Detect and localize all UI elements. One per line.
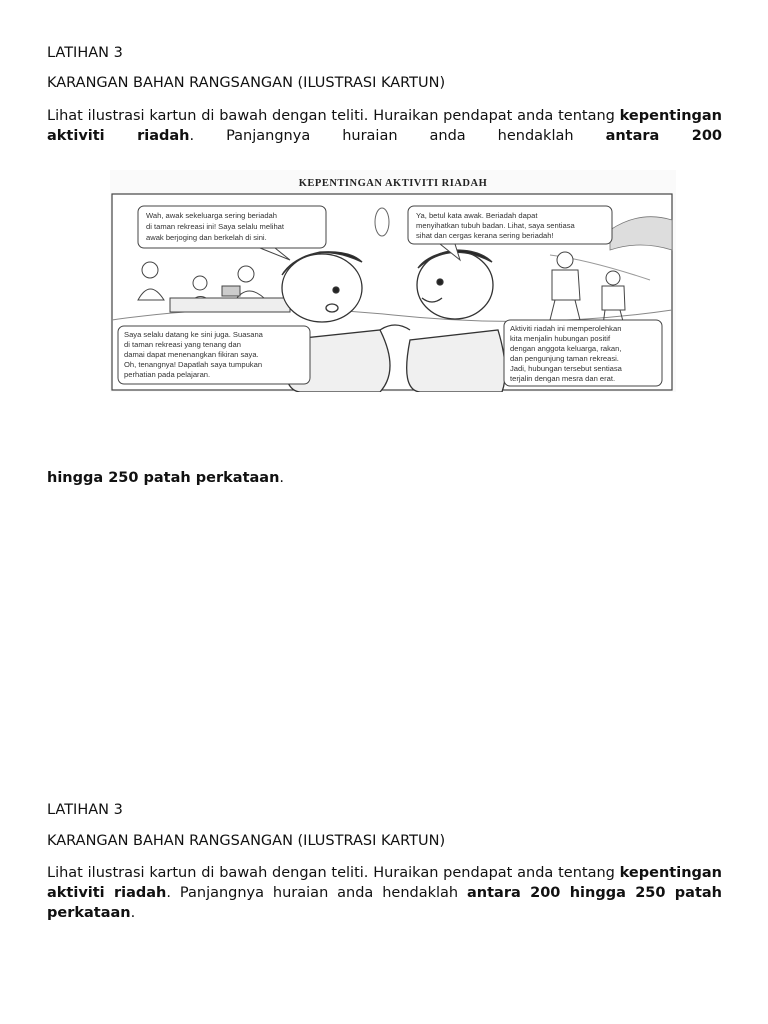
- instruction-word-range: antara 200: [605, 128, 723, 144]
- cartoon-title: KEPENTINGAN AKTIVITI RIADAH: [298, 178, 488, 189]
- instruction-text: Lihat ilustrasi kartun di bawah dengan teliti. Huraikan pendapat anda tentang: [47, 108, 615, 124]
- balloon-icon: [375, 208, 389, 236]
- bubble1-line3: awak berjoging dan berkelah di sini.: [146, 233, 267, 242]
- instruction-paragraph-2: [47, 863, 722, 923]
- instruction-continuation: [47, 468, 722, 488]
- speech-bubble-4: [504, 320, 662, 386]
- instruction-topic-2: kepentingan aktiviti riadah: [47, 865, 723, 901]
- bubble2-line1: Ya, betul kata awak. Beriadah dapat: [416, 211, 538, 220]
- bubble3-line1: Saya selalu datang ke sini juga. Suasana: [124, 330, 263, 339]
- bubble2-line2: menyihatkan tubuh badan. Lihat, saya sentiasa: [416, 221, 575, 230]
- instruction-text-mid: . Panjangnya huraian anda hendaklah: [189, 128, 574, 144]
- bubble1-line1: Wah, awak sekeluarga sering beriadah: [146, 211, 277, 220]
- bubble4-line5: Jadi, hubungan tersebut sentiasa: [510, 364, 622, 373]
- bubble1-line2: di taman rekreasi ini! Saya selalu melihat: [146, 222, 285, 231]
- bubble3-line4: Oh, tenangnya! Dapatlah saya tumpukan: [124, 360, 263, 369]
- bubble4-line3: dengan anggota keluarga, rakan,: [510, 344, 622, 353]
- instruction-text-2: Lihat ilustrasi kartun di bawah dengan teliti. Huraikan pendapat anda tentang: [47, 865, 615, 881]
- bubble2-line3: sihat dan cergas kerana sering beriadah!: [416, 231, 554, 240]
- bubble4-line6: terjalin dengan mesra dan erat.: [510, 374, 616, 383]
- instruction-end-punct-2: .: [130, 905, 136, 921]
- exercise-title: LATIHAN 3: [47, 45, 123, 61]
- exercise-title-2: LATIHAN 3: [47, 802, 123, 818]
- instruction-end-punct: .: [279, 470, 284, 486]
- instruction-paragraph: [47, 106, 722, 146]
- exercise-subtitle-2: KARANGAN BAHAN RANGSANGAN (ILUSTRASI KARTUN): [47, 833, 446, 849]
- instruction-topic: kepentingan aktiviti riadah: [47, 108, 723, 144]
- speech-bubble-3: [118, 326, 310, 384]
- exercise-subtitle: KARANGAN BAHAN RANGSANGAN (ILUSTRASI KARTUN): [47, 75, 446, 91]
- bubble3-line2: di taman rekreasi yang tenang dan: [124, 340, 241, 349]
- instruction-word-range-2: antara 200 hingga 250 patah perkataan: [47, 885, 723, 921]
- cartoon-illustration: [110, 170, 676, 392]
- bubble3-line3: damai dapat menenangkan fikiran saya.: [124, 350, 259, 359]
- bubble3-line5: perhatian pada pelajaran.: [124, 370, 211, 379]
- bubble4-line1: Aktiviti riadah ini memperolehkan: [510, 324, 622, 333]
- bubble4-line4: dan pengunjung taman rekreasi.: [510, 354, 619, 363]
- instruction-word-range-tail: hingga 250 patah perkataan: [47, 470, 280, 486]
- instruction-text-mid-2: . Panjangnya huraian anda hendaklah: [166, 885, 459, 901]
- bubble4-line2: kita menjalin hubungan positif: [510, 334, 611, 343]
